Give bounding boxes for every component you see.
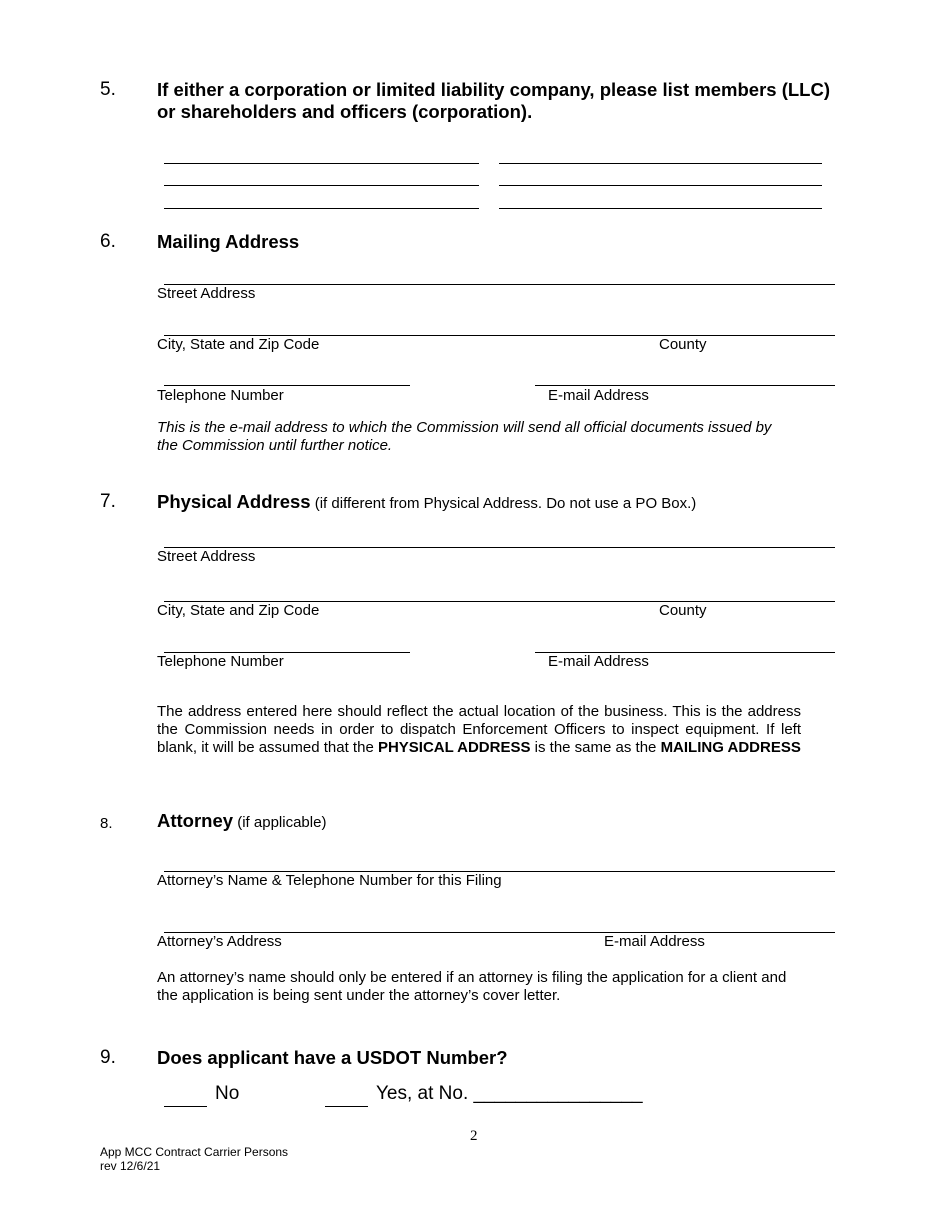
q7-note-part1: The address entered here should reflect the actual location of the business. This is the address the Commission needs in order to dispatch Enforcement Officers to inspect equipment. If left blank, it will be assumed that the: [157, 703, 801, 756]
q9-heading: Does applicant have a USDOT Number?: [157, 1047, 508, 1068]
q7-note-bold1: PHYSICAL ADDRESS: [377, 739, 531, 756]
q7-heading: [157, 491, 696, 513]
q6-note-line2: the Commission until further notice.: [157, 437, 393, 454]
q6-note-line1: This is the e-mail address to which the Commission will send all official documents issued by: [157, 419, 772, 436]
q7-city-label: City, State and Zip Code: [157, 602, 320, 619]
page-number: 2: [470, 1128, 478, 1144]
q6-street-label: Street Address: [157, 285, 256, 302]
q9-yes-label: Yes, at No. ________________: [376, 1083, 643, 1104]
q5-member-field-1[interactable]: [164, 163, 479, 164]
q6-phone-field[interactable]: [164, 385, 410, 386]
q5-number: 5.: [100, 79, 116, 100]
footer: [100, 1145, 288, 1173]
q9-number: 9.: [100, 1047, 116, 1068]
q7-heading-sub: (if different from Physical Address. Do not use a PO Box.): [310, 495, 697, 512]
footer-revision: rev 12/6/21: [100, 1159, 161, 1173]
q7-county-label: County: [659, 602, 707, 619]
q6-city-label: City, State and Zip Code: [157, 336, 320, 353]
q8-email-label: E-mail Address: [604, 933, 705, 950]
q9-no-label: No: [215, 1083, 240, 1104]
q5-member-field-6[interactable]: [499, 208, 822, 209]
q8-number: 8.: [100, 815, 113, 832]
q7-number: 7.: [100, 491, 116, 512]
q8-note-line2: the application is being sent under the attorney’s cover letter.: [157, 987, 561, 1004]
q5-member-field-2[interactable]: [499, 163, 822, 164]
q8-name-label: Attorney’s Name & Telephone Number for this Filing: [157, 872, 502, 889]
q6-number: 6.: [100, 231, 116, 252]
q6-heading: Mailing Address: [157, 231, 300, 252]
footer-form-name: App MCC Contract Carrier Persons: [100, 1145, 289, 1159]
q7-heading-title: Physical Address: [157, 491, 311, 512]
q6-email-label: E-mail Address: [548, 387, 649, 404]
q6-county-label: County: [659, 336, 707, 353]
q5-text-line1: If either a corporation or limited liability company, please list members (LLC): [157, 79, 831, 100]
q7-note-part2: is the same as the: [530, 739, 661, 756]
q5-member-field-4[interactable]: [499, 185, 822, 186]
q8-heading-sub: (if applicable): [233, 814, 327, 831]
q6-street-field[interactable]: [164, 284, 835, 285]
q8-heading: [157, 810, 326, 832]
q5-question: [157, 79, 830, 123]
q5-text-line2: or shareholders and officers (corporation).: [157, 101, 533, 122]
q9-yes-checkbox[interactable]: [325, 1106, 368, 1107]
q7-street-label: Street Address: [157, 548, 256, 565]
q5-member-field-5[interactable]: [164, 208, 479, 209]
q8-heading-title: Attorney: [157, 810, 234, 831]
q8-note: [157, 969, 837, 1005]
q6-phone-label: Telephone Number: [157, 387, 284, 404]
q6-email-field[interactable]: [535, 385, 835, 386]
q5-member-field-3[interactable]: [164, 185, 479, 186]
q7-note: [157, 703, 801, 757]
q7-street-field[interactable]: [164, 547, 835, 548]
q8-address-label: Attorney’s Address: [157, 933, 282, 950]
q9-no-checkbox[interactable]: [164, 1106, 207, 1107]
q7-note-bold2: MAILING ADDRESS: [660, 739, 801, 756]
q7-phone-label: Telephone Number: [157, 653, 284, 670]
q6-note: [157, 419, 837, 455]
q7-email-label: E-mail Address: [548, 653, 649, 670]
q8-note-line1: An attorney’s name should only be entered if an attorney is filing the application for a client and: [157, 969, 787, 986]
